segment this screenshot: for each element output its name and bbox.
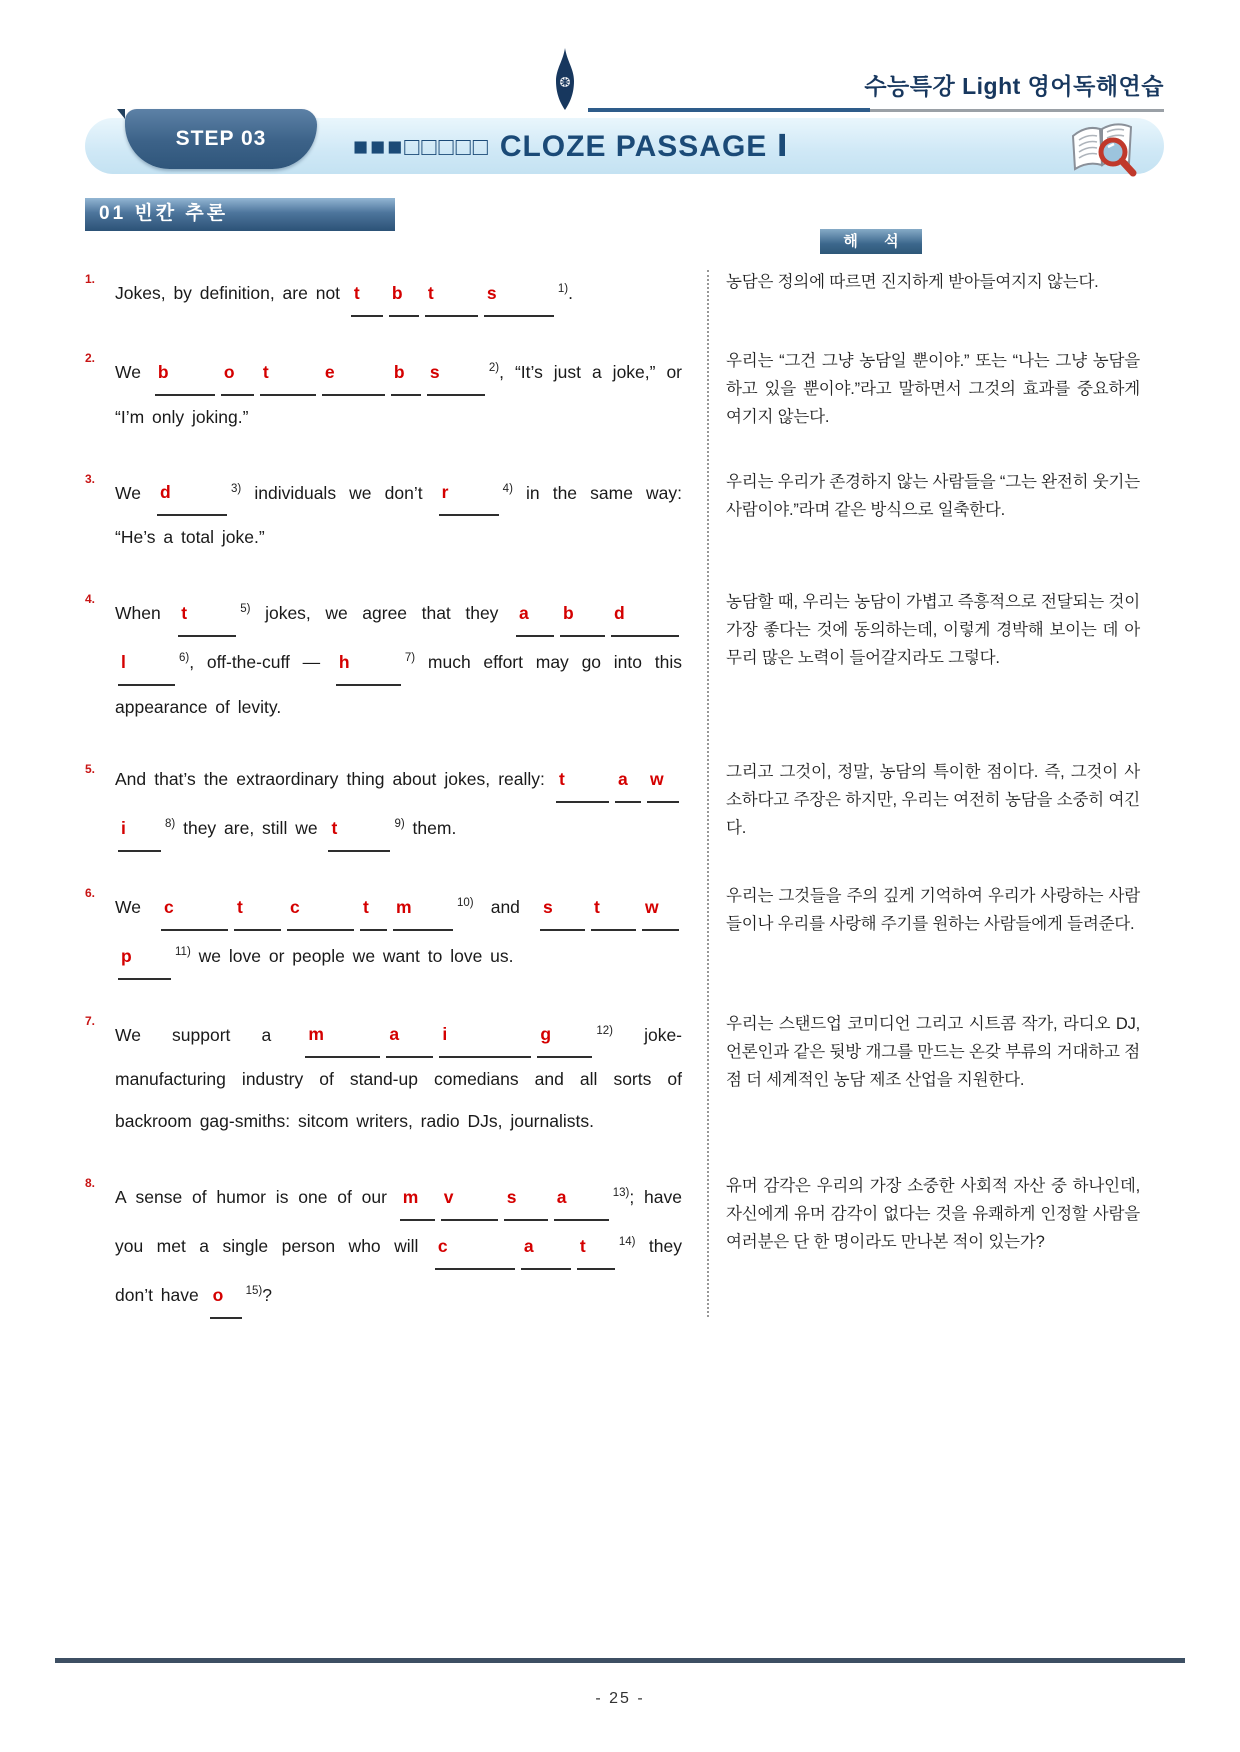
cloze-blank: s <box>504 1176 548 1221</box>
step-label: STEP 03 <box>175 127 267 150</box>
cloze-blank: w <box>642 886 679 931</box>
cloze-blank: b <box>155 351 215 396</box>
cloze-blank: v <box>441 1176 498 1221</box>
cloze-item <box>85 588 1168 728</box>
translation-text: 우리는 “그건 그냥 농담일 뿐이야.” 또는 “나는 그냥 농담을 하고 있을 뿐이야.”라고 말하면서 그것의 효과를 중요하게 여기지 않는다. <box>726 351 1140 426</box>
cloze-blank: p <box>118 935 171 980</box>
cloze-blank: s <box>484 272 554 317</box>
page-number: - 25 - <box>595 1690 645 1707</box>
cloze-items-list <box>85 268 1168 1319</box>
cloze-blank: t <box>591 886 636 931</box>
footnote-number: 3) <box>231 482 242 495</box>
translation-text: 농담은 정의에 따르면 진지하게 받아들여지지 않는다. <box>726 273 1099 291</box>
step-banner <box>85 118 1164 174</box>
cloze-item <box>85 1010 1168 1143</box>
translation-text: 우리는 스탠드업 코미디언 그리고 시트콤 작가, 라디오 DJ, 언론인과 같은 뒷방 개그를 만드는 온갖 부류의 거대하고 점점 더 세계적인 농담 제조 산업을 지원한다. <box>726 1014 1140 1089</box>
item-number: 7. <box>85 1013 96 1028</box>
cloze-blank: d <box>157 471 227 516</box>
cloze-blank: i <box>439 1013 531 1058</box>
cloze-blank: o <box>221 351 254 396</box>
cloze-sentence: And that’s the extraordinary thing about jokes, really: t a wi $^{8)}$ they are, still we t $^{9)}$ them. <box>115 758 690 852</box>
cloze-blank: g <box>537 1013 592 1058</box>
cloze-item <box>85 268 1168 317</box>
footnote-number: 7) <box>404 652 416 665</box>
cloze-blank: t <box>360 886 387 931</box>
cloze-blank: i <box>118 807 161 852</box>
cloze-sentence: When t $^{5)}$ jokes, we agree that they a b dl $^{6)}$, off-the-cuff — h $^{7)}$ much effort may go into this appearance of levity. <box>115 588 690 728</box>
item-number: 8. <box>85 1176 96 1191</box>
item-number: 3. <box>85 471 96 486</box>
cloze-blank: s <box>427 351 485 396</box>
item-number: 2. <box>85 350 96 365</box>
cloze-blank: b <box>560 592 605 637</box>
footnote-number: 11) <box>175 945 191 958</box>
brand-title: 수능특강 Light 영어독해연습 <box>864 73 1164 99</box>
step-badge <box>125 109 317 169</box>
cloze-blank: a <box>554 1176 609 1221</box>
cloze-blank: t <box>234 886 281 931</box>
cloze-blank: l <box>118 641 175 686</box>
item-number: 5. <box>85 762 96 777</box>
cloze-item <box>85 882 1168 980</box>
cloze-blank: c <box>287 886 354 931</box>
translation-badge: 해 석 <box>820 229 922 254</box>
translation-text: 우리는 그것들을 주의 깊게 기억하여 우리가 사랑하는 사람들이나 우리를 사랑해 주기를 원하는 사람들에게 들려준다. <box>726 886 1140 933</box>
cloze-blank: c <box>161 886 228 931</box>
header-rule-gray <box>870 109 1164 112</box>
cloze-blank: b <box>389 272 419 317</box>
cloze-sentence: We c t c t m $^{10)}$ and s t wp $^{11)}$ we love or people we want to love us. <box>115 882 690 980</box>
cloze-blank: e <box>322 351 385 396</box>
page-header <box>0 42 1240 116</box>
footnote-number: 2) <box>488 361 500 374</box>
cloze-blank: t <box>577 1225 615 1270</box>
section-header: 01 빈칸 추론 <box>85 198 395 231</box>
item-number: 6. <box>85 885 96 900</box>
cloze-item <box>85 347 1168 438</box>
translation-text: 농담할 때, 우리는 농담이 가볍고 즉흥적으로 전달되는 것이 가장 좋다는 것에 동의하는데, 이렇게 경박해 보이는 데 아무리 많은 노력이 들어갈지라도 그렇다. <box>726 593 1140 668</box>
cloze-blank: d <box>611 592 679 637</box>
cloze-blank: w <box>647 758 679 803</box>
footnote-number: 15) <box>245 1285 263 1298</box>
pen-nib-icon <box>552 48 578 110</box>
footnote-number: 10) <box>457 896 474 909</box>
banner-title <box>353 118 789 174</box>
cloze-blank: t <box>178 592 236 637</box>
cloze-item <box>85 1172 1168 1318</box>
cloze-sentence: We d $^{3)}$ individuals we don’t r $^{4)}$ in the same way: “He’s a total joke.” <box>115 468 690 559</box>
cloze-blank: r <box>439 471 499 516</box>
cloze-blank: a <box>521 1225 571 1270</box>
footnote-number: 1) <box>557 283 569 295</box>
cloze-item <box>85 468 1168 559</box>
cloze-blank: m <box>400 1176 435 1221</box>
footnote-number: 12) <box>596 1024 613 1037</box>
cloze-blank: t <box>425 272 478 317</box>
header-rule-blue <box>588 108 870 112</box>
item-number: 4. <box>85 592 96 607</box>
cloze-blank: c <box>435 1225 515 1270</box>
footnote-number: 6) <box>179 652 190 665</box>
cloze-blank: a <box>386 1013 433 1058</box>
cloze-blank: b <box>391 351 421 396</box>
cloze-blank: t <box>260 351 316 396</box>
item-number: 1. <box>85 272 96 286</box>
footnote-number: 14) <box>618 1236 636 1249</box>
footnote-number: 4) <box>502 482 513 495</box>
cloze-sentence: We support a m a i g $^{12)}$ joke-manufacturing industry of stand-up comedians and all sorts of backroom gag-smiths: sitcom writers, radio DJs, journalists. <box>115 1010 690 1143</box>
cloze-blank: t <box>351 272 383 317</box>
footnote-number: 8) <box>165 818 176 831</box>
translation-text: 그리고 그것이, 정말, 농담의 특이한 점이다. 즉, 그것이 사소하다고 주장은 하지만, 우리는 여전히 농담을 소중히 여긴다. <box>726 763 1140 838</box>
progress-squares: ■■■□□□□□ <box>353 132 490 161</box>
cloze-blank: m <box>305 1013 380 1058</box>
footnote-number: 9) <box>394 818 405 831</box>
translation-text: 우리는 우리가 존경하지 않는 사람들을 “그는 완전히 웃기는 사람이야.”라며 같은 방식으로 일축한다. <box>726 472 1140 519</box>
cloze-blank: o <box>210 1274 242 1319</box>
header-rule <box>588 108 1164 112</box>
cloze-sentence: Jokes, by definition, are not t b t s $^{1)}$. <box>115 268 690 317</box>
cloze-blank: t <box>556 758 609 803</box>
cloze-blank: a <box>615 758 641 803</box>
cloze-blank: m <box>393 886 453 931</box>
cloze-blank: t <box>328 807 390 852</box>
cloze-sentence: A sense of humor is one of our m v s a $^{13)}$; have you met a single person who will c a t $^{14)}$ they don’t have o $^{15)}$? <box>115 1172 690 1318</box>
cloze-sentence: We b o t e b s $^{2)}$, “It’s just a joke,” or “I’m only joking.” <box>115 347 690 438</box>
page-title: CLOZE PASSAGE Ⅰ <box>499 129 789 163</box>
footnote-number: 5) <box>240 603 251 616</box>
cloze-item <box>85 758 1168 852</box>
translation-text: 유머 감각은 우리의 가장 소중한 사회적 자산 중 하나인데, 자신에게 유머 감각이 없다는 것을 유쾌하게 인정할 사람을 여러분은 단 한 명이라도 만나본 적이 있는가? <box>726 1177 1140 1252</box>
cloze-blank: s <box>540 886 585 931</box>
cloze-blank: a <box>516 592 554 637</box>
book-magnifier-icon <box>1066 116 1138 178</box>
footer-rule <box>55 1658 1185 1663</box>
cloze-blank: h <box>336 641 401 686</box>
column-divider <box>707 270 709 1317</box>
footnote-number: 13) <box>612 1187 630 1200</box>
